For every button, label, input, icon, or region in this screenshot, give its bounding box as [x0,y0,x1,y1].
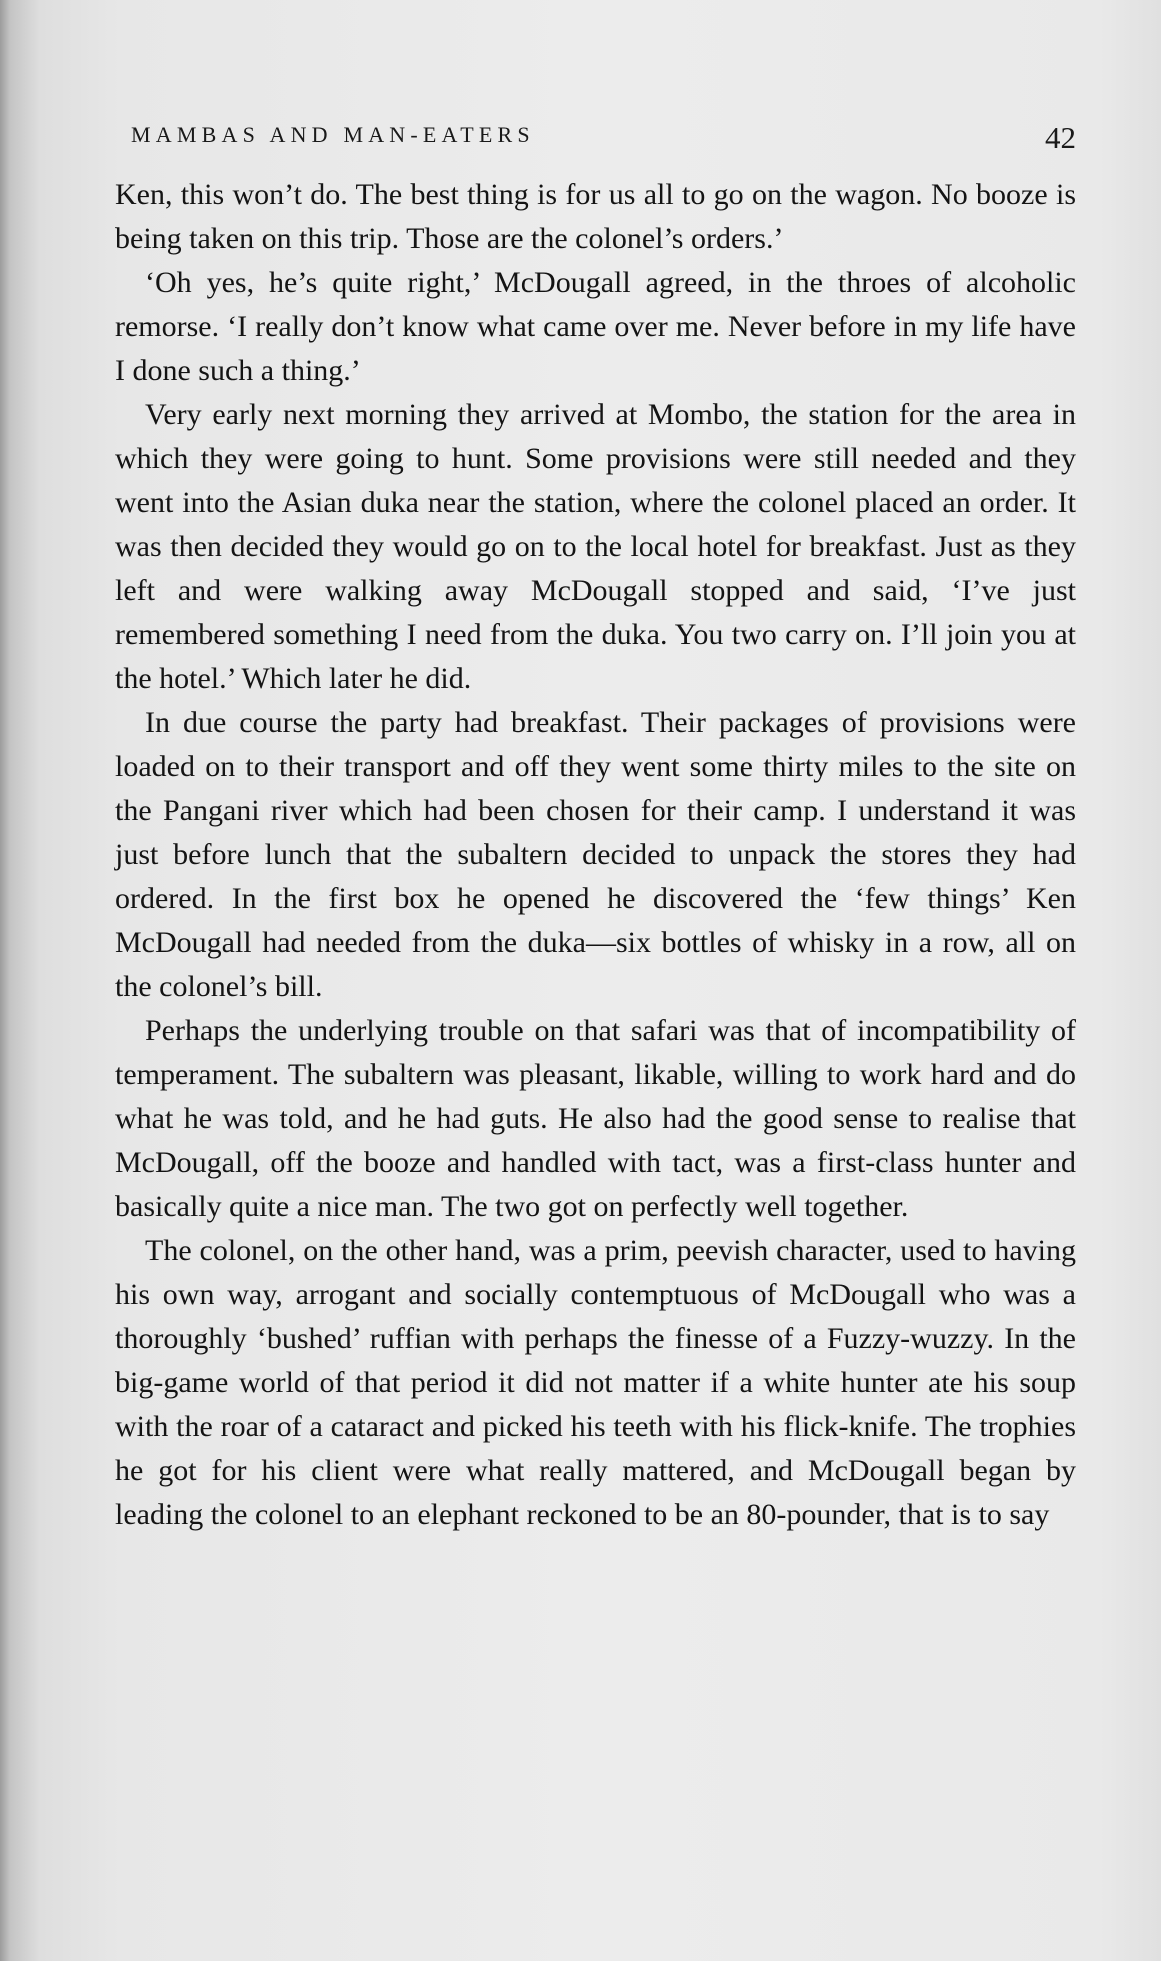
paragraph-2: ‘Oh yes, he’s quite right,’ McDougall agreed, in the throes of alcoholic remorse. ‘I really don’t know what came over me. Never before in my life have I done such a thing.’ [115,266,1076,387]
page-header [131,120,1076,160]
paragraph-4: In due course the party had breakfast. Their packages of provisions were loaded on to their transport and off they went some thirty miles to the site on the Pangani river which had been chosen for their camp. I understand it was just before lunch that the subaltern decided to unpack the stores they had ordered. In the first box he opened he discovered the ‘few things’ Ken McDougall had needed from the duka—six bottles of whisky in a row, all on the colonel’s bill. [115,706,1076,1003]
paragraph-3: Very early next morning they arrived at Mombo, the station for the area in which they were going to hunt. Some provisions were still needed and they went into the Asian duka near the station, where the colonel placed an order. It was then decided they would go on to the local hotel for breakfast. Just as they left and were walking away McDougall stopped and said, ‘I’ve just remembered something I need from the duka. You two carry on. I’ll join you at the hotel.’ Which later he did. [115,398,1076,695]
running-head: MAMBAS AND MAN-EATERS [131,122,535,147]
paragraph-6: The colonel, on the other hand, was a prim, peevish character, used to having his own way, arrogant and socially contemptuous of McDougall who was a thoroughly ‘bushed’ ruffian with perhaps the finesse of a Fuzzy-wuzzy. In the big-game world of that period it did not matter if a white hunter ate his soup with the roar of a cataract and picked his teeth with his flick-knife. The trophies he got for his client were what really mattered, and McDougall began by leading the colonel to an elephant reckoned to be an 80-pounder, that is to say [115,1234,1076,1531]
page-number: 42 [1045,120,1076,155]
body-text [115,173,1076,1537]
paragraph-5: Perhaps the underlying trouble on that safari was that of incompatibility of temperament. The subaltern was pleasant, likable, willing to work hard and do what he was told, and he had guts. He also had the good sense to realise that McDougall, off the booze and handled with tact, was a first-class hunter and basically quite a nice man. The two got on perfectly well together. [115,1014,1076,1223]
paragraph-1: Ken, this won’t do. The best thing is for us all to go on the wagon. No booze is being taken on this trip. Those are the colonel’s orders.’ [115,178,1076,255]
